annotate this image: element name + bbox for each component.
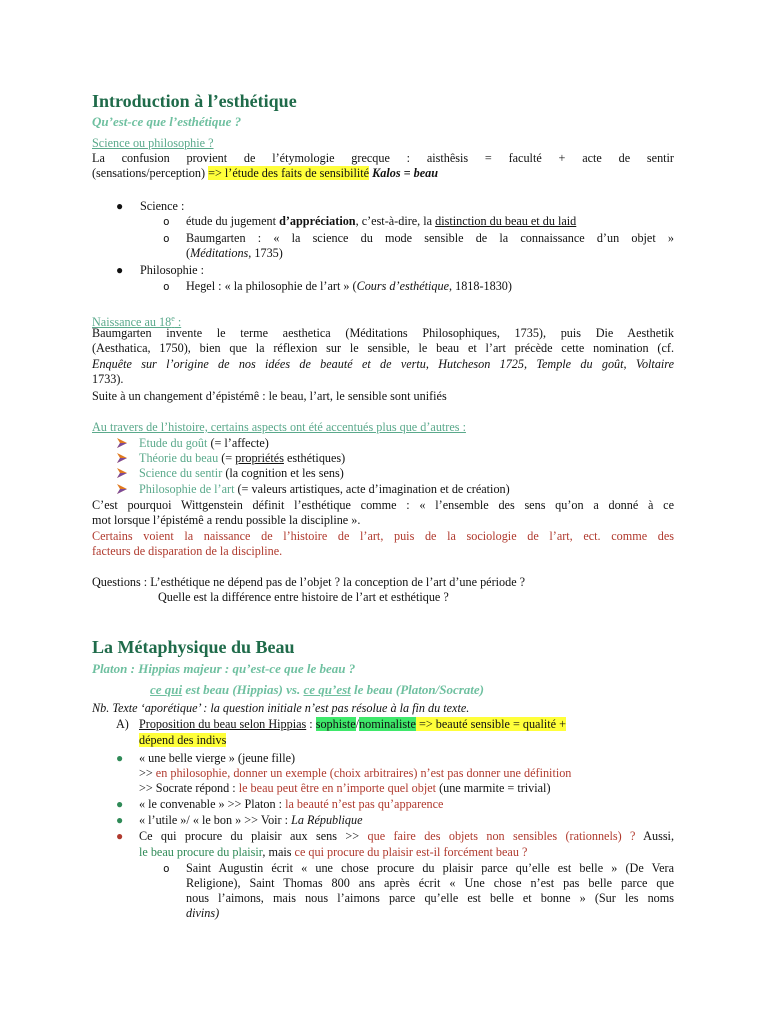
- quote-line: Saint Augustin écrit « une chose procure du plaisir parce qu’elle est belle » (De Vera: [186, 861, 674, 875]
- highlight-yellow: => beauté sensible = qualité +: [415, 717, 566, 731]
- bullet-disc-icon: ●: [116, 813, 124, 827]
- quote-line: nous l’aimons, mais nous l’aimons parce qu’elle est belle et bonne » (Sur les noms: [186, 891, 674, 905]
- title-introduction: Introduction à l’esthétique: [92, 91, 297, 111]
- text-span-red: le beau peut être en n’importe quel objet: [238, 781, 437, 795]
- text-span: , 1735): [248, 246, 283, 260]
- text-span: « l’utile »/ « le bon » >> Voir :: [139, 813, 292, 827]
- paragraph-line: La confusion provient de l’étymologie grecque : aisthêsis = faculté + acte de sentir: [92, 151, 674, 165]
- highlight-green: sophiste: [315, 717, 356, 731]
- subtitle-vs: [150, 682, 484, 697]
- note-line: Nb. Texte ‘aporétique’ : la question initiale n’est pas résolue à la fin du texte.: [92, 701, 470, 715]
- text-span: >>: [139, 766, 156, 780]
- text-span-red: en philosophie, donner un exemple (choix arbitraires) n’est pas donner une définition: [155, 766, 572, 780]
- questions-line: Quelle est la différence entre histoire de l’art et esthétique ?: [158, 590, 449, 604]
- text-span: « le convenable » >> Platon :: [139, 797, 286, 811]
- text-span-underline: ce qu’est: [303, 682, 351, 697]
- text-span-underline: Proposition du beau selon Hippias: [139, 717, 307, 731]
- text-span-italic: Méditations: [190, 246, 249, 260]
- paragraph-line: C’est pourquoi Wittgenstein définit l’esthétique comme : « l’ensemble des sens qu’on a donné à ce: [92, 498, 674, 512]
- text-span-red: ce qui procure du plaisir est-il forcément beau ?: [294, 845, 528, 859]
- text-span: Hegel : « la philosophie de l’art » (: [186, 279, 357, 293]
- text-span-underline: propriétés: [235, 451, 284, 465]
- list-item: [139, 829, 674, 844]
- bullet-disc-icon: ●: [116, 199, 124, 213]
- text-span: >> Socrate répond :: [139, 781, 239, 795]
- paragraph-line-red: facteurs de disparation de la discipline.: [92, 544, 283, 558]
- text-span: :: [174, 315, 182, 330]
- text-span: , c’est-à-dire, la: [355, 214, 436, 228]
- text-span-red: la beauté n’est pas qu’apparence: [285, 797, 444, 811]
- bullet-disc-icon: ●: [116, 751, 124, 765]
- text-span-underline: ce qui: [150, 682, 183, 697]
- highlight-green: nominaliste: [359, 717, 416, 731]
- highlight-yellow: => l’étude des faits de sensibilité: [208, 166, 370, 180]
- circle-bullet-icon: o: [163, 280, 170, 293]
- bullet-disc-icon: ●: [116, 829, 124, 843]
- text-span: (= valeurs artistiques, acte d’imagination et de création): [234, 482, 510, 496]
- list-item-cont: [139, 766, 571, 781]
- arrow-item: [139, 482, 510, 497]
- list-label-a: A): [116, 717, 129, 731]
- circle-bullet-icon: o: [163, 215, 170, 228]
- arrow-item: [139, 466, 344, 481]
- paragraph-line: mot lorsque l’épistémê a rendu possible la discipline ».: [92, 513, 361, 527]
- list-item: [186, 279, 512, 294]
- bullet-disc-icon: ●: [116, 797, 124, 811]
- section-heading-histoire: Au travers de l’histoire, certains aspects ont été accentués plus que d’autres :: [92, 420, 466, 434]
- arrow-bullet-icon: [116, 483, 128, 495]
- superscript: e: [171, 314, 175, 323]
- proposition-line: [139, 717, 566, 732]
- text-span: Etude du goût: [139, 436, 208, 450]
- text-span-red: que faire des objets non sensibles (rationnels) ?: [367, 829, 636, 843]
- text-span: Théorie du beau: [139, 451, 219, 465]
- arrow-item: [139, 436, 269, 451]
- text-span-bold: d’appréciation: [279, 214, 356, 228]
- arrow-item: [139, 451, 345, 466]
- subtitle-platon: Platon : Hippias majeur : qu’est-ce que le beau ?: [92, 661, 356, 676]
- text-span: (: [186, 246, 191, 260]
- list-item: [139, 797, 443, 812]
- text-span-italic: La République: [291, 813, 363, 827]
- proposition-line-cont: [139, 733, 226, 748]
- list-item: [186, 214, 576, 229]
- text-span: Naissance au 18: [92, 315, 172, 330]
- text-span: :: [306, 717, 316, 731]
- paragraph-line: [92, 166, 438, 181]
- text-span: Science du sentir: [139, 466, 223, 480]
- text-span: esthétiques): [283, 451, 346, 465]
- text-span: , mais: [262, 845, 295, 859]
- bullet-disc-icon: ●: [116, 263, 124, 277]
- paragraph-line: Enquête sur l’origine de nos idées de beauté et de vertu, Hutcheson 1725, Temple du goût, Voltaire: [92, 357, 674, 371]
- title-metaphysique: La Métaphysique du Beau: [92, 637, 295, 657]
- list-item-cont: [186, 246, 283, 261]
- text-span-green: le beau procure du plaisir: [139, 845, 263, 859]
- text-span: (sensations/perception): [92, 166, 209, 180]
- list-item: Baumgarten : « la science du mode sensible de la connaissance d’un objet »: [186, 231, 674, 245]
- text-span: Ce qui procure du plaisir aux sens >>: [139, 829, 368, 843]
- text-span: (=: [218, 451, 236, 465]
- paragraph-line-red: Certains voient la naissance de l’histoire de l’art, puis de la sociologie de l’art, ect. comme des: [92, 529, 674, 543]
- paragraph-line: 1733).: [92, 372, 124, 386]
- quote-line: Religione), Saint Thomas 800 ans après écrit « Une chose n’est pas belle parce que: [186, 876, 674, 890]
- highlight-yellow: dépend des indivs: [139, 733, 227, 747]
- list-item-philosophie: Philosophie :: [140, 263, 204, 277]
- circle-bullet-icon: o: [163, 862, 170, 875]
- text-span-underline: distinction du beau et du laid: [435, 214, 577, 228]
- text-span: Aussi,: [635, 829, 674, 843]
- text-span: (= l’affecte): [207, 436, 269, 450]
- list-item-cont: [139, 845, 527, 860]
- list-item: [139, 813, 363, 828]
- text-span: le beau (Platon/Socrate): [350, 682, 485, 697]
- list-item: « une belle vierge » (jeune fille): [139, 751, 296, 765]
- list-item-science: Science :: [140, 199, 185, 213]
- section-heading-science-philo: Science ou philosophie ?: [92, 136, 214, 150]
- paragraph-line: Baumgarten invente le terme aesthetica (Méditations Philosophiques, 1735), puis Die Aesthetik: [92, 326, 674, 340]
- paragraph-line: Suite à un changement d’épistémê : le beau, l’art, le sensible sont unifiés: [92, 389, 447, 403]
- text-span: (une marmite = trivial): [436, 781, 551, 795]
- arrow-bullet-icon: [116, 467, 128, 479]
- list-item-cont: [139, 781, 551, 796]
- text-span: , 1818-1830): [449, 279, 512, 293]
- questions-line: Questions : L’esthétique ne dépend pas de l’objet ? la conception de l’art d’une période ?: [92, 575, 526, 589]
- text-span: est beau (Hippias) vs.: [182, 682, 304, 697]
- text-span: étude du jugement: [186, 214, 280, 228]
- arrow-bullet-icon: [116, 437, 128, 449]
- circle-bullet-icon: o: [163, 232, 170, 245]
- subtitle-question: Qu’est-ce que l’esthétique ?: [92, 114, 242, 129]
- text-span-italic: Cours d’esthétique: [356, 279, 449, 293]
- text-span: Philosophie de l’art: [139, 482, 235, 496]
- arrow-bullet-icon: [116, 452, 128, 464]
- text-span: (la cognition et les sens): [222, 466, 344, 480]
- paragraph-line: (Aesthatica, 1750), bien que la réflexion sur le sensible, le beau et l’art précède cette nomination (cf.: [92, 341, 674, 355]
- quote-line: divins): [186, 906, 220, 920]
- text-span-bold: Kalos = beau: [372, 166, 438, 180]
- text-span: /: [355, 717, 360, 731]
